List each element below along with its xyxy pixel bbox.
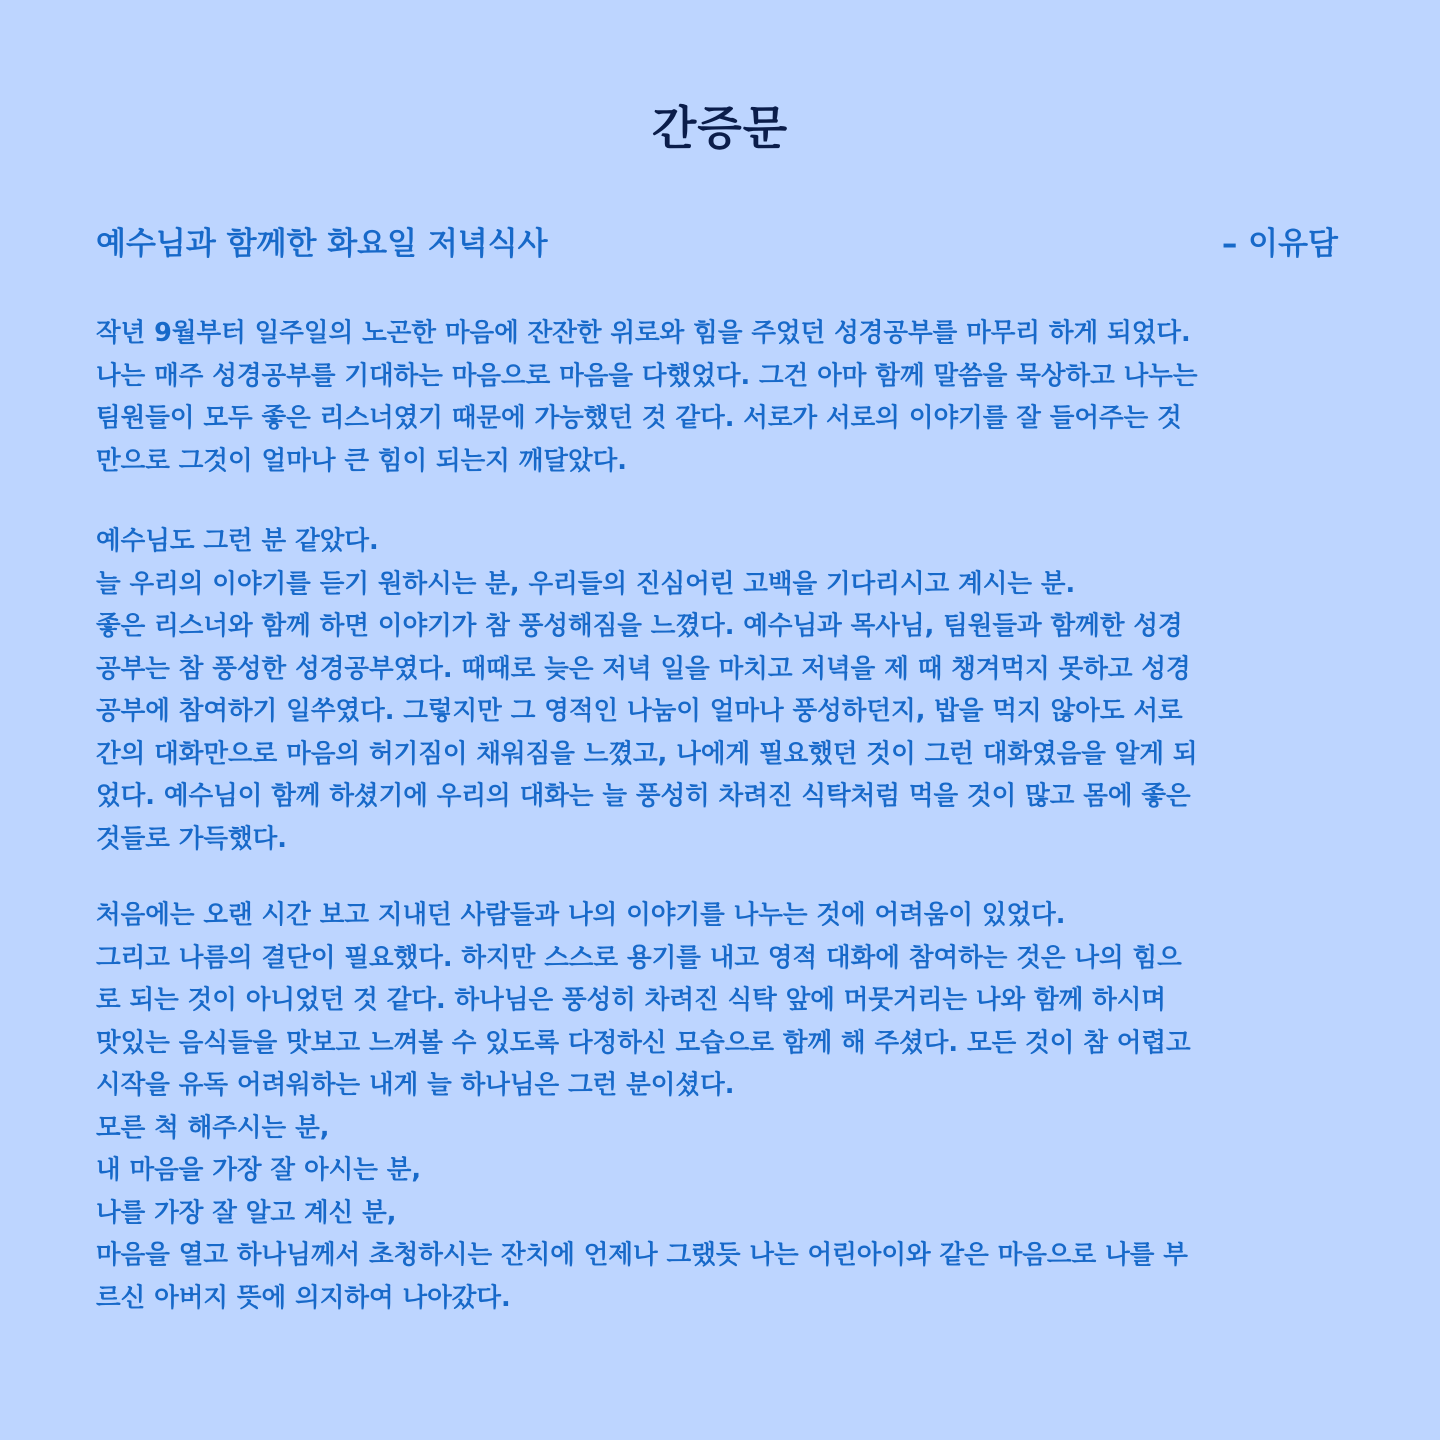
paragraph-1	[96, 312, 1346, 482]
paragraph-2	[96, 520, 1346, 860]
subtitle-row	[96, 218, 1346, 266]
author-name: – 이유담	[1221, 226, 1338, 262]
paragraph-line: 나를 가장 잘 알고 계신 분,	[96, 1197, 397, 1228]
paragraph-line: 맛있는 음식들을 맛보고 느껴볼 수 있도록 다정하신 모습으로 함께 해 주셨다. 모든 것이 참 어렵고	[96, 1027, 1191, 1058]
paragraph-line: 공부는 참 풍성한 성경공부였다. 때때로 늦은 저녁 일을 마치고 저녁을 제 때 챙겨먹지 못하고 성경	[96, 653, 1191, 684]
paragraph-line: 늘 우리의 이야기를 듣기 원하시는 분, 우리들의 진심어린 고백을 기다리시고 계시는 분.	[96, 568, 1076, 599]
paragraph-line: 간의 대화만으로 마음의 허기짐이 채워짐을 느꼈고, 나에게 필요했던 것이 그런 대화였음을 알게 되	[96, 738, 1198, 769]
paragraph-line: 좋은 리스너와 함께 하면 이야기가 참 풍성해짐을 느꼈다. 예수님과 목사님, 팀원들과 함께한 성경	[96, 611, 1183, 641]
paragraph-line: 그리고 나름의 결단이 필요했다. 하지만 스스로 용기를 내고 영적 대화에 참여하는 것은 나의 힘으	[96, 942, 1182, 973]
subtitle: 예수님과 함께한 화요일 저녁식사	[96, 226, 548, 262]
paragraph-line: 작년 9월부터 일주일의 노곤한 마음에 잔잔한 위로와 힘을 주었던 성경공부를 마무리 하게 되었다.	[96, 318, 1191, 348]
paragraph-line: 처음에는 오랜 시간 보고 지내던 사람들과 나의 이야기를 나누는 것에 어려움이 있었다.	[96, 900, 1066, 930]
paragraph-line: 모른 척 해주시는 분,	[96, 1112, 330, 1143]
paragraph-line: 내 마음을 가장 잘 아시는 분,	[96, 1155, 422, 1185]
paragraph-line: 만으로 그것이 얼마나 큰 힘이 되는지 깨달았다.	[96, 445, 627, 476]
page-title: 간증문	[651, 101, 789, 155]
paragraph-line: 시작을 유독 어려워하는 내게 늘 하나님은 그런 분이셨다.	[96, 1070, 735, 1100]
paragraph-line: 것들로 가득했다.	[96, 823, 287, 854]
paragraph-line: 마음을 열고 하나님께서 초청하시는 잔치에 언제나 그랬듯 나는 어린아이와 같은 마음으로 나를 부	[96, 1240, 1188, 1270]
paragraph-3	[96, 894, 1346, 1319]
paragraph-line: 공부에 참여하기 일쑤였다. 그렇지만 그 영적인 나눔이 얼마나 풍성하던지, 밥을 먹지 않아도 서로	[96, 696, 1183, 726]
paragraph-line: 팀원들이 모두 좋은 리스너였기 때문에 가능했던 것 같다. 서로가 서로의 이야기를 잘 들어주는 것	[96, 403, 1182, 433]
paragraph-line: 로 되는 것이 아니었던 것 같다. 하나님은 풍성히 차려진 식탁 앞에 머뭇거리는 나와 함께 하시며	[96, 985, 1167, 1015]
paragraph-line: 르신 아버지 뜻에 의지하여 나아갔다.	[96, 1282, 511, 1313]
paragraph-line: 었다. 예수님이 함께 하셨기에 우리의 대화는 늘 풍성히 차려진 식탁처럼 먹을 것이 많고 몸에 좋은	[96, 781, 1191, 811]
paragraph-line: 예수님도 그런 분 같았다.	[96, 526, 379, 556]
paragraph-line: 나는 매주 성경공부를 기대하는 마음으로 마음을 다했었다. 그건 아마 함께 말씀을 묵상하고 나누는	[96, 360, 1198, 391]
